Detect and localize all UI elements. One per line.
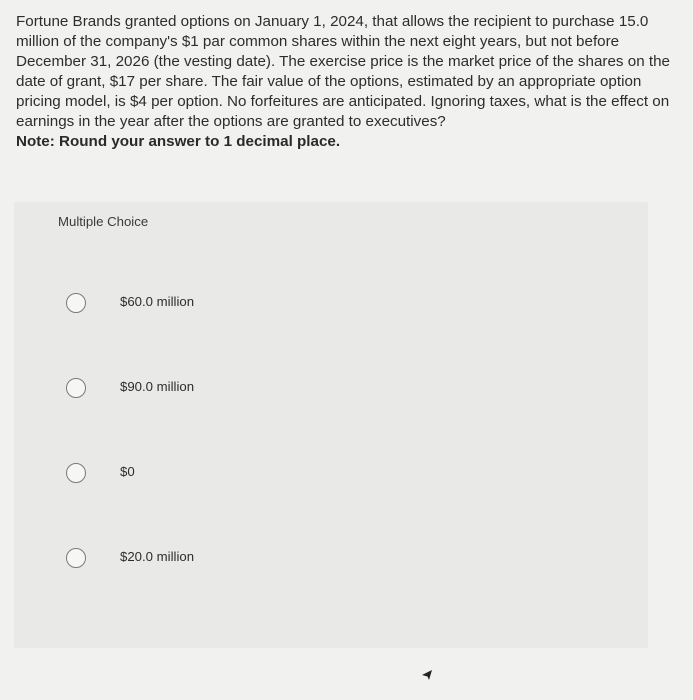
mouse-cursor-icon (420, 668, 434, 682)
question-block (16, 12, 671, 152)
answer-option-label[interactable]: $20.0 million (120, 549, 195, 564)
rounding-note: Note: Round your answer to 1 decimal place. (16, 133, 341, 150)
radio-button[interactable] (66, 293, 86, 313)
multiple-choice-panel (14, 202, 648, 648)
question-prompt: Fortune Brands granted options on January 1, 2024, that allows the recipient to purchase 15.0 million of the company's $1 par common shares within the next eight years, but not before December 31, 2026 (the vesting date). The exercise price is the market price of the shares on the date of grant, $17 per share. The fair value of the options, estimated by an appropriate option pricing model, is $4 per option. No forfeitures are anticipated. Ignoring taxes, what is the effect on earnings in the year after the options are granted to executives? (16, 13, 670, 130)
answer-option-label[interactable]: $60.0 million (120, 294, 195, 309)
answer-option-label[interactable]: $0 (120, 464, 135, 479)
answer-option[interactable] (14, 438, 648, 523)
answer-option-label[interactable]: $90.0 million (120, 379, 195, 394)
answer-options (14, 268, 648, 608)
radio-button[interactable] (66, 548, 86, 568)
answer-option[interactable] (14, 353, 648, 438)
radio-button[interactable] (66, 463, 86, 483)
radio-button[interactable] (66, 378, 86, 398)
answer-option[interactable] (14, 268, 648, 353)
answer-option[interactable] (14, 523, 648, 608)
multiple-choice-label: Multiple Choice (58, 214, 149, 229)
